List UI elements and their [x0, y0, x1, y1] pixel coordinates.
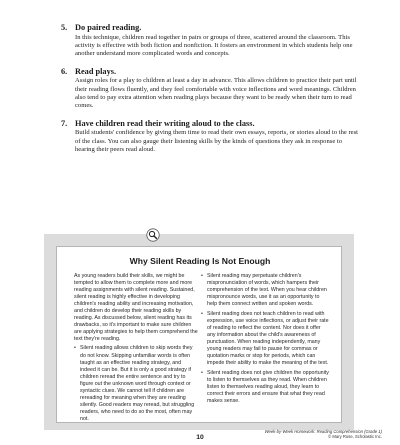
tip-item: [61, 119, 361, 155]
tip-body: Build students' confidence by giving them time to read their own essays, reports, or stories aloud to the rest of the class. You can also gauge their listening skills by the kinds of questions they ask in response to hearing their peers read aloud.: [75, 129, 359, 154]
tip-number: 5.: [61, 23, 68, 32]
book-title-credit: Week-by-Week Homework: Reading Comprehension (Grade 1): [264, 429, 382, 434]
bullet-icon: •: [201, 369, 203, 376]
page-number: 10: [196, 434, 204, 441]
magnifying-glass-icon: [146, 228, 160, 242]
list-item: [201, 311, 329, 367]
sidebar-box: [44, 234, 354, 430]
bullet-text: Silent reading does not teach children to read with expression, use voice inflections, or adjust their rate of reading to reflect the content. Nor does it offer any information about the child's awareness of punctuation. When reading independently, many young readers may fail to pause for commas or quotation marks or stop for periods, which can impede their ability to make the meaning of the text.: [207, 310, 329, 367]
sidebar-column-left: [74, 273, 198, 425]
bullet-text: Silent reading does not give children the opportunity to listen to themselves as they read. When children listen to themselves reading aloud, they learn to correct their errors and ensure that what they read makes sense.: [207, 369, 329, 404]
tip-title: Read plays.: [75, 66, 117, 76]
credit-line: [265, 429, 382, 440]
bullet-icon: •: [201, 310, 203, 317]
tip-item: [61, 23, 361, 59]
tip-title: Do paired reading.: [75, 23, 142, 32]
bullet-text: Silent reading may perpetuate children's mispronunciation of words, which hampers their comprehension of the text. When you hear children mispronounce words, use it as an opportunity to help them connect written and spoken words.: [207, 273, 327, 308]
tip-title: Have children read their writing aloud to the class.: [75, 118, 255, 128]
tip-item: [61, 67, 361, 111]
bullet-icon: •: [201, 273, 203, 279]
tip-number: 7.: [61, 118, 68, 128]
bullet-icon: •: [74, 345, 76, 352]
copyright-credit: © Mary Rose, Scholastic Inc.: [328, 434, 382, 440]
numbered-tips: [61, 23, 361, 163]
sidebar-bullets-right: [201, 273, 329, 405]
sidebar-panel: [56, 246, 342, 423]
tip-body: In this technique, children read together in pairs or groups of three, scattered around the classroom. This activity is effective with both fiction and nonfiction. It fosters an environment in which students help one another understand more complicated words and concepts.: [75, 33, 353, 58]
sidebar-intro: As young readers build their skills, we might be tempted to allow them to complete more and more reading assignments with silent reading. Sustained, silent reading is highly effective in developing children's reading ability and increasing motivation, and children do develop their reading skills by reading. As discussed below, silent reading has its drawbacks, so it's important to make sure children are applying strategies to help them comprehend the text they're reading.: [74, 273, 198, 343]
sidebar-column-right: [201, 273, 329, 407]
tip-body: Assign roles for a play to children at least a day in advance. This allows children to practice their part until their reading flows fluently, and they feel comfortable with voice inflections and word meanings. Children also tend to pay extra attention when reading plays because they want to be ready when their turn to read comes.: [75, 77, 357, 110]
sidebar-bullets-left: [74, 345, 198, 423]
bullet-text: Silent reading allows children to skip words they do not know. Skipping unfamiliar words is often taught as an effective reading strategy, and indeed it can be. But it is only a good strategy if children reread the entire sentence and try to figure out the unknown word through context or syntactic clues. We cannot tell if children are rereading for meaning when they are reading silently. Good readers may reread, but struggling readers, who need to do so the most, often may not.: [80, 345, 195, 422]
sidebar-title: Why Silent Reading Is Not Enough: [129, 256, 271, 266]
list-item: [201, 370, 329, 405]
list-item: [74, 345, 198, 423]
list-item: [201, 273, 329, 308]
tip-number: 6.: [61, 66, 68, 76]
